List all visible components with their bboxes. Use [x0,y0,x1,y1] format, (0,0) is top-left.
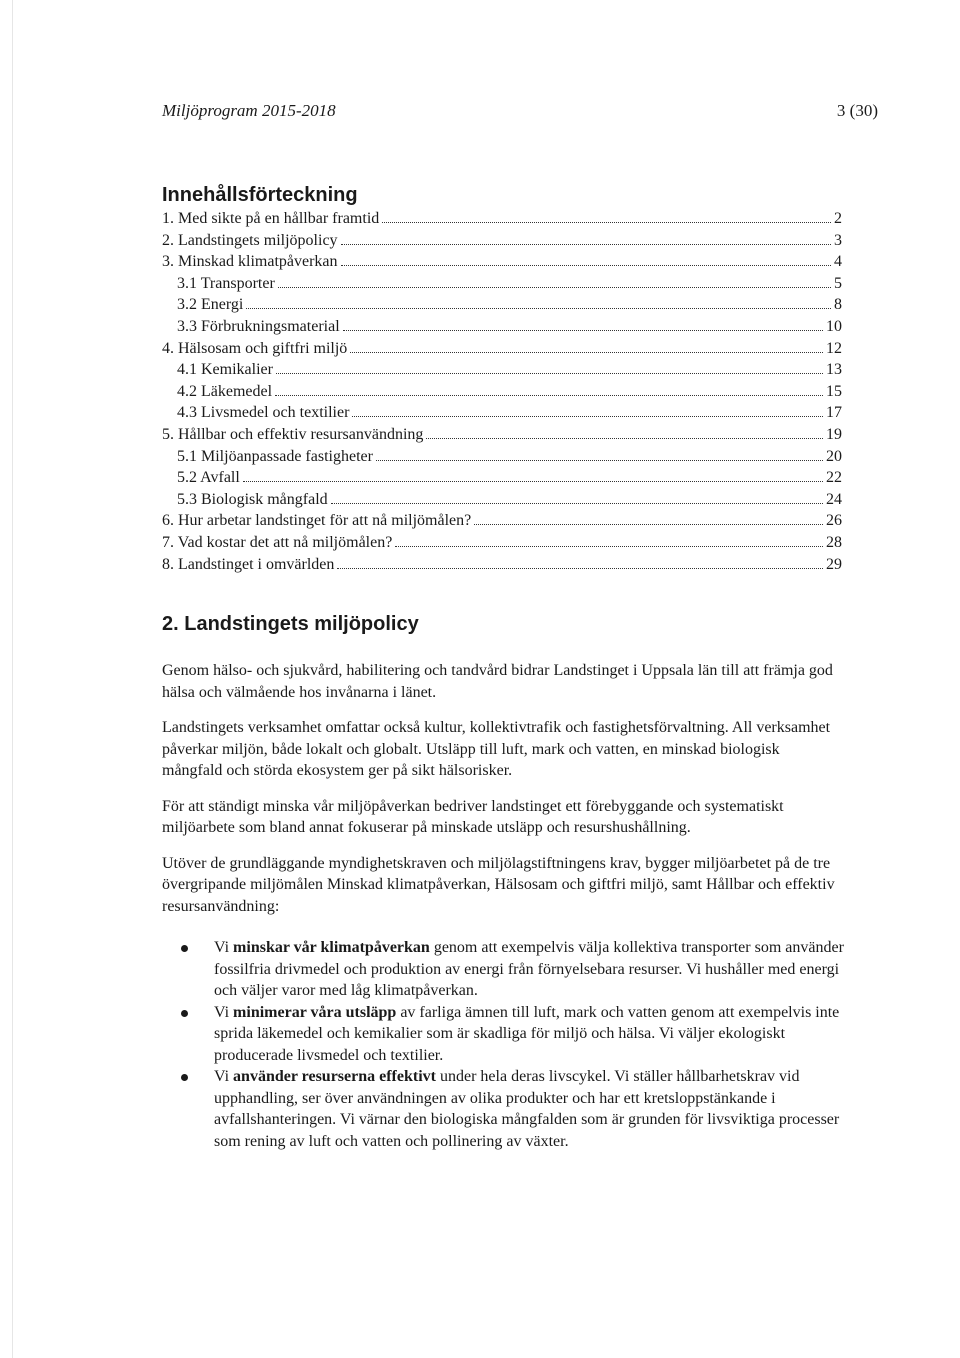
toc-entry[interactable] [162,467,842,489]
toc-entry-label: 3.2 Energi [177,296,244,314]
toc-dot-leader [382,222,831,223]
section-heading: 2. Landstingets miljöpolicy [162,613,419,635]
toc-entry-label: 3.3 Förbrukningsmaterial [177,317,340,335]
bullet-emphasis: minimerar våra utsläpp [233,1003,397,1021]
toc-entry[interactable] [162,208,842,230]
toc-dot-leader [474,524,823,525]
toc-entry[interactable] [162,402,842,424]
toc-entry-page: 12 [826,339,842,357]
bullet-lead: Vi [214,1003,234,1021]
toc-entry[interactable] [162,273,842,295]
toc-entry-label: 1. Med sikte på en hållbar framtid [162,210,380,227]
toc-entry-page: 13 [826,361,842,379]
toc-entry[interactable] [162,554,842,576]
toc-heading: Innehållsförteckning [162,184,358,206]
toc-entry-label: 4.1 Kemikalier [177,361,273,379]
toc-entry-page: 24 [826,490,842,508]
toc-entry[interactable] [162,510,842,532]
toc-entry-page: 22 [826,469,842,487]
toc-entry-label: 3.1 Transporter [177,274,275,292]
bullet-emphasis: minskar vår klimatpåverkan [233,939,430,956]
bullet-icon [181,945,188,952]
toc-entry-page: 29 [826,555,842,573]
paragraph: För att ständigt minska vår miljöpåverkan bedriver landstinget ett förebyggande och systematiskt miljöarbete som bland annat fokuserar på minskade utsläpp och resurshushållning. [162,797,784,836]
list-item [162,1066,844,1152]
toc-entry[interactable] [162,338,842,360]
paragraph: Utöver de grundläggande myndighetskraven och miljölagstiftningens krav, bygger miljöarbetet på de tre övergripande miljömålen Minskad klimatpåverkan, Hälsosam och giftfri miljö, samt Hållbar och effektiv resursanvändning: [162,854,835,915]
toc-entry-page: 20 [826,447,842,465]
toc-dot-leader [352,416,823,417]
toc-entry[interactable] [162,446,842,468]
toc-entry[interactable] [162,359,842,381]
toc-entry[interactable] [162,424,842,446]
toc-dot-leader [341,244,831,245]
page-edge-line [12,0,13,1358]
toc-entry-page: 2 [834,210,842,227]
paragraph: Landstingets verksamhet omfattar också kultur, kollektivtrafik och fastighetsförvaltning. All verksamhet påverkar miljön, både lokalt och globalt. Utsläpp till luft, mark och vatten, en minskad biologisk mångfald och störda ekosystem ger på sikt hälsorisker. [162,719,831,779]
toc-dot-leader [276,373,823,374]
bullet-lead: Vi [214,1068,234,1085]
toc-entry-label: 4. Hälsosam och giftfri miljö [162,339,348,357]
bullet-emphasis: använder resurserna effektivt [233,1068,436,1085]
toc-entry-page: 28 [826,533,842,551]
paragraph: Genom hälso- och sjukvård, habilitering och tandvård bidrar Landstinget i Uppsala län till att främja god hälsa och välmående hos invånarna i länet. [162,662,833,701]
toc-entry-page: 4 [834,253,842,271]
toc-entry-label: 5.1 Miljöanpassade fastigheter [177,447,373,465]
toc-entry-page: 15 [826,382,842,400]
toc-entry[interactable] [162,251,842,273]
goal-bullet-list [162,937,844,1152]
document-title: Miljöprogram 2015-2018 [162,101,336,120]
toc-dot-leader [350,352,823,353]
toc-entry-page: 5 [834,274,842,292]
toc-dot-leader [343,330,823,331]
bullet-icon [181,1074,188,1081]
toc-entry-label: 8. Landstinget i omvärlden [162,555,335,573]
toc-dot-leader [395,546,823,547]
bullet-icon [181,1010,188,1017]
toc-entry-label: 5.2 Avfall [177,469,240,487]
bullet-lead: Vi [214,939,234,956]
bullet-text: av farliga ämnen till luft, mark och vatten genom att exempelvis inte sprida läkemedel och kemikalier som är skadliga för miljö och hälsa. Vi väljer ekologiskt producerade livsmedel och textilier. [214,1003,840,1064]
toc-entry-label: 7. Vad kostar det att nå miljömålen? [162,533,393,551]
toc-dot-leader [278,287,831,288]
toc-entry-page: 17 [826,404,842,422]
toc-entry[interactable] [162,532,842,554]
toc-entry-label: 3. Minskad klimatpåverkan [162,253,338,271]
toc-dot-leader [331,503,823,504]
toc-entry-page: 19 [826,425,842,443]
list-item [162,1002,844,1067]
toc-dot-leader [246,308,831,309]
toc-entry-label: 2. Landstingets miljöpolicy [162,231,338,249]
toc-dot-leader [426,438,823,439]
section-body [162,660,844,1152]
toc-dot-leader [337,568,823,569]
toc-entry-label: 5. Hållbar och effektiv resursanvändning [162,425,424,443]
toc-entry-page: 8 [834,296,842,314]
bullet-text: under hela deras livscykel. Vi ställer hållbarhetskrav vid upphandling, ser över användningen av olika produkter och har ett kretsloppstänkande i avfallshanteringen. Vi värnar den biologiska mångfalden som är grunden för livsviktiga processer som rening av luft och vatten och pollinering av växter. [214,1068,840,1150]
toc-entry[interactable] [162,381,842,403]
toc-entry-label: 4.2 Läkemedel [177,382,273,400]
toc-entry[interactable] [162,489,842,511]
toc-dot-leader [376,460,823,461]
toc-entry-label: 5.3 Biologisk mångfald [177,490,328,508]
page-number: 3 (30) [836,101,878,120]
toc-entry-page: 26 [826,512,842,530]
toc-dot-leader [275,395,823,396]
toc-entry-label: 4.3 Livsmedel och textilier [177,404,350,422]
toc-dot-leader [341,265,831,266]
toc-entry[interactable] [162,230,842,252]
toc-entry-label: 6. Hur arbetar landstinget för att nå miljömålen? [162,512,472,530]
toc-entry[interactable] [162,294,842,316]
bullet-text: genom att exempelvis välja kollektiva transporter som använder fossilfria drivmedel och produktion av energi från förnyelsebara resurser. Vi hushåller med energi och väljer varor med låg klimatpåverkan. [214,939,844,999]
table-of-contents [162,208,842,575]
toc-entry[interactable] [162,316,842,338]
list-item [162,937,844,1002]
toc-entry-page: 10 [826,317,842,335]
running-header [162,101,878,121]
toc-entry-page: 3 [834,231,842,249]
toc-dot-leader [243,481,823,482]
